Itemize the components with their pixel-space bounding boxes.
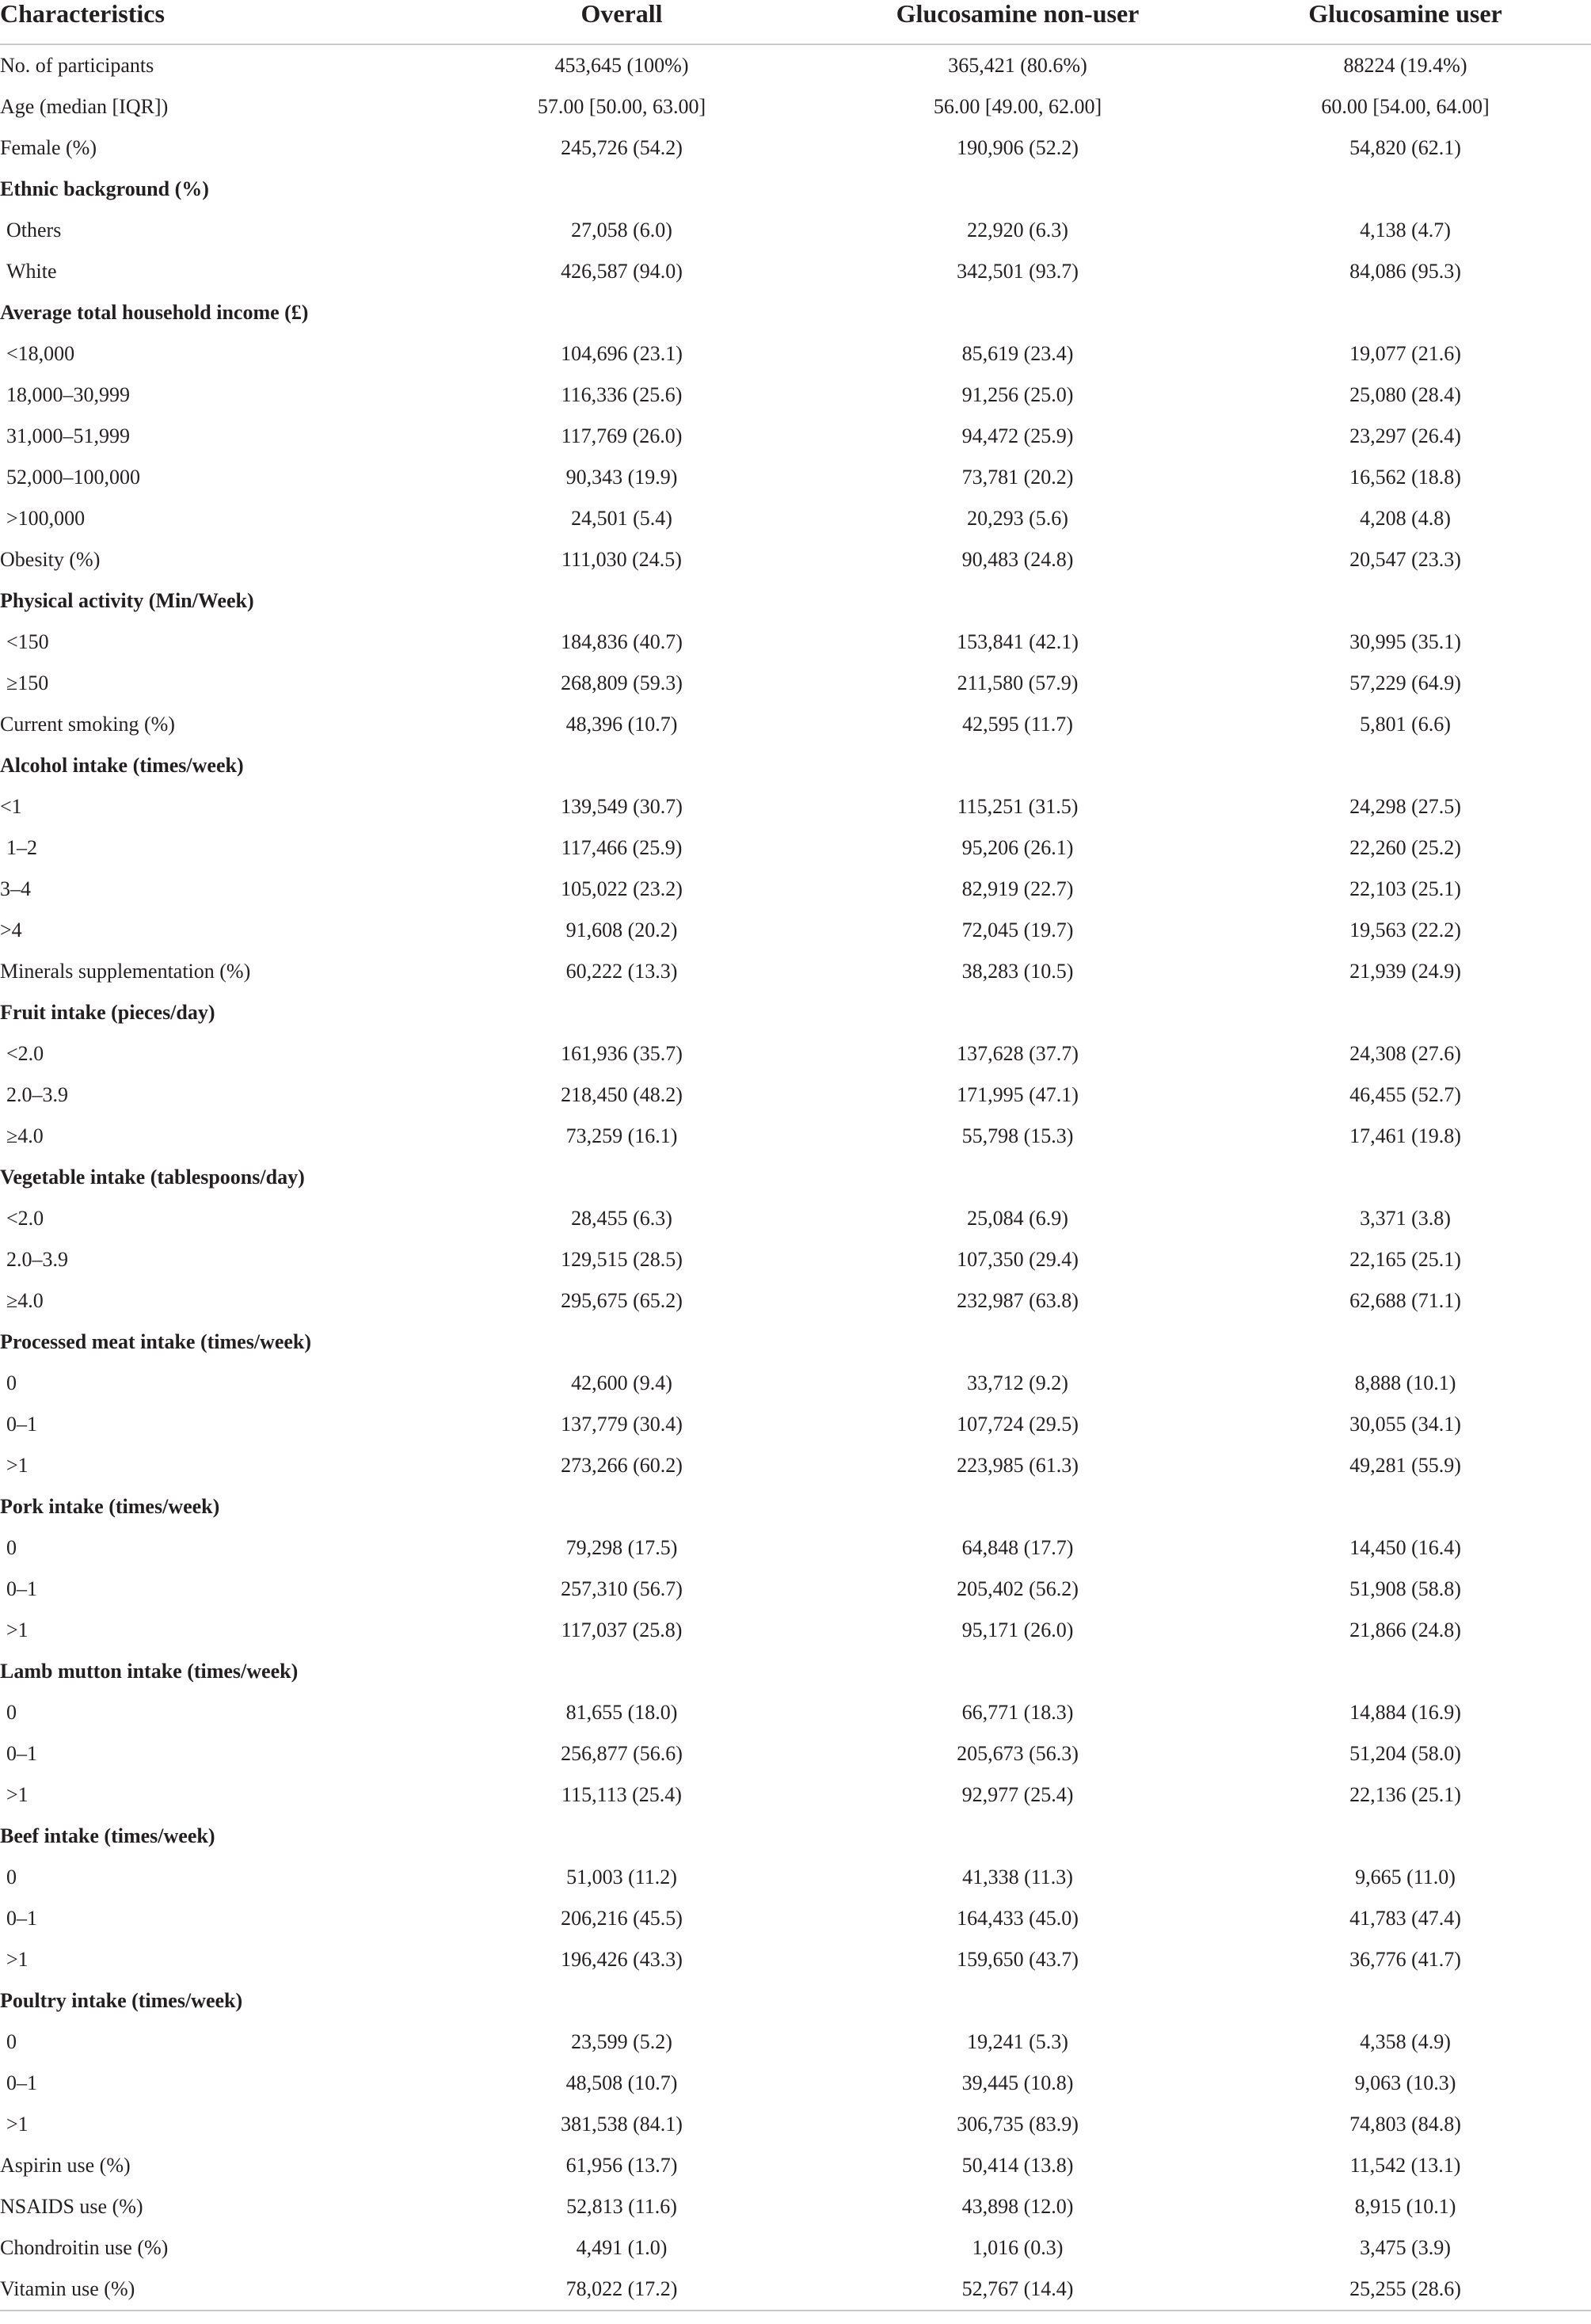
cell-user: 17,461 (19.8) <box>1349 1124 1461 1147</box>
cell-nonuser: 33,712 (9.2) <box>967 1371 1068 1394</box>
cell-overall: 78,022 (17.2) <box>428 2269 816 2311</box>
cell-overall: 161,936 (35.7) <box>561 1042 683 1065</box>
cell-user: 30,995 (35.1) <box>1349 630 1461 653</box>
row-label: ≥4.0 <box>6 1124 44 1147</box>
table-row <box>0 951 1591 992</box>
row-label: 0 <box>6 1536 17 1559</box>
table-row <box>0 1363 1591 1404</box>
cell-nonuser: 153,841 (42.1) <box>957 630 1079 653</box>
cell-nonuser: 107,724 (29.5) <box>957 1413 1079 1436</box>
cell-nonuser: 39,445 (10.8) <box>961 2071 1074 2094</box>
cell-user: 23,297 (26.4) <box>1349 424 1461 447</box>
cell-nonuser: 95,206 (26.1) <box>961 836 1074 859</box>
table-row <box>0 622 1591 663</box>
cell-nonuser: 137,628 (37.7) <box>957 1042 1079 1065</box>
cell-overall: 218,450 (48.2) <box>561 1083 683 1106</box>
cell-overall: 206,216 (45.5) <box>561 1907 683 1930</box>
table-row <box>0 1527 1591 1569</box>
table-row <box>0 127 1591 169</box>
cell-user: 49,281 (55.9) <box>1349 1454 1461 1477</box>
cell-nonuser: 95,171 (26.0) <box>961 1618 1074 1641</box>
cell-user: 4,138 (4.7) <box>1360 219 1451 242</box>
cell-nonuser: 159,650 (43.7) <box>957 1948 1079 1971</box>
row-label: ≥150 <box>6 671 49 694</box>
cell-nonuser <box>816 992 1220 1033</box>
table-row <box>0 210 1591 251</box>
cell-overall: 42,600 (9.4) <box>571 1371 672 1394</box>
row-label: Pork intake (times/week) <box>0 1495 220 1518</box>
table-row <box>0 1774 1591 1816</box>
cell-user: 74,803 (84.8) <box>1349 2113 1461 2136</box>
cell-user: 22,136 (25.1) <box>1349 1783 1461 1806</box>
row-label: White <box>6 260 57 283</box>
cell-overall: 273,266 (60.2) <box>561 1454 683 1477</box>
table-row <box>0 1033 1591 1075</box>
table-row <box>0 44 1591 86</box>
row-label: 1–2 <box>6 836 37 859</box>
cell-nonuser <box>816 1157 1220 1198</box>
row-label: Vegetable intake (tablespoons/day) <box>0 1166 305 1189</box>
cell-nonuser: 50,414 (13.8) <box>961 2154 1074 2177</box>
row-label: Alcohol intake (times/week) <box>0 754 244 777</box>
table-row <box>0 86 1591 127</box>
cell-nonuser: 205,402 (56.2) <box>957 1577 1079 1600</box>
cell-nonuser: 171,995 (47.1) <box>957 1083 1079 1106</box>
cell-user: 22,165 (25.1) <box>1349 1248 1461 1271</box>
header-characteristics: Characteristics <box>0 0 428 44</box>
row-label: 0 <box>6 1371 17 1394</box>
cell-nonuser: 205,673 (56.3) <box>957 1742 1079 1765</box>
cell-overall: 196,426 (43.3) <box>561 1948 683 1971</box>
cell-user: 25,080 (28.4) <box>1349 383 1461 406</box>
cell-nonuser: 306,735 (83.9) <box>957 2113 1079 2136</box>
table-row <box>0 1733 1591 1774</box>
cell-user <box>1220 1157 1591 1198</box>
cell-overall: 256,877 (56.6) <box>561 1742 683 1765</box>
table-row <box>0 457 1591 498</box>
cell-overall: 115,113 (25.4) <box>561 1783 682 1806</box>
cell-nonuser: 115,251 (31.5) <box>957 795 1079 818</box>
cell-overall: 245,726 (54.2) <box>561 136 683 159</box>
cell-overall <box>428 1980 816 2022</box>
cell-user: 25,255 (28.6) <box>1220 2269 1591 2311</box>
cell-user: 5,801 (6.6) <box>1360 713 1451 736</box>
cell-nonuser: 164,433 (45.0) <box>957 1907 1079 1930</box>
row-label: Obesity (%) <box>0 548 101 571</box>
cell-nonuser <box>816 1816 1220 1857</box>
table-row <box>0 1075 1591 1116</box>
cell-user: 16,562 (18.8) <box>1349 466 1461 489</box>
cell-user <box>1220 992 1591 1033</box>
row-label: No. of participants <box>0 54 154 77</box>
cell-nonuser <box>816 580 1220 622</box>
cell-nonuser: 42,595 (11.7) <box>962 713 1073 736</box>
cell-overall: 23,599 (5.2) <box>571 2030 672 2053</box>
row-label: Minerals supplementation (%) <box>0 960 251 983</box>
row-label: Processed meat intake (times/week) <box>0 1330 312 1353</box>
row-label: Female (%) <box>0 136 97 159</box>
cell-overall: 60,222 (13.3) <box>565 960 678 983</box>
header-overall: Overall <box>428 0 816 44</box>
cell-nonuser: 90,483 (24.8) <box>961 548 1074 571</box>
cell-user: 24,308 (27.6) <box>1349 1042 1461 1065</box>
row-label: Ethnic background (%) <box>0 177 209 200</box>
cell-user: 84,086 (95.3) <box>1349 260 1461 283</box>
cell-nonuser: 85,619 (23.4) <box>961 342 1074 365</box>
cell-overall: 117,037 (25.8) <box>561 1618 683 1641</box>
table-row <box>0 1116 1591 1157</box>
cell-overall: 257,310 (56.7) <box>561 1577 683 1600</box>
cell-user: 19,077 (21.6) <box>1349 342 1461 365</box>
row-label: >1 <box>6 1454 29 1477</box>
cell-user: 11,542 (13.1) <box>1349 2154 1461 2177</box>
cell-user: 3,475 (3.9) <box>1360 2236 1451 2259</box>
cell-user: 41,783 (47.4) <box>1349 1907 1461 1930</box>
cell-user: 14,450 (16.4) <box>1349 1536 1461 1559</box>
cell-nonuser: 232,987 (63.8) <box>957 1289 1079 1312</box>
cell-nonuser: 22,920 (6.3) <box>967 219 1068 242</box>
cell-overall: 48,508 (10.7) <box>565 2071 678 2094</box>
cell-user: 22,260 (25.2) <box>1349 836 1461 859</box>
row-label: >100,000 <box>6 507 86 530</box>
row-label: 52,000–100,000 <box>6 466 140 489</box>
row-label: <2.0 <box>6 1042 44 1065</box>
row-label: Lamb mutton intake (times/week) <box>0 1660 299 1683</box>
cell-user: 60.00 [54.00, 64.00] <box>1321 95 1490 118</box>
row-label: Poultry intake (times/week) <box>0 1989 243 2012</box>
cell-user: 88224 (19.4%) <box>1343 54 1467 77</box>
cell-nonuser: 365,421 (80.6%) <box>948 54 1087 77</box>
row-label: NSAIDS use (%) <box>0 2195 143 2218</box>
table-header <box>0 0 1591 44</box>
cell-nonuser: 94,472 (25.9) <box>961 424 1074 447</box>
row-label: 31,000–51,999 <box>6 424 130 447</box>
table-row <box>0 663 1591 704</box>
cell-nonuser: 72,045 (19.7) <box>961 919 1074 941</box>
cell-overall: 81,655 (18.0) <box>565 1701 678 1724</box>
cell-user: 21,939 (24.9) <box>1349 960 1461 983</box>
cell-nonuser: 190,906 (52.2) <box>957 136 1079 159</box>
table-row <box>0 2269 1591 2311</box>
cell-user: 51,908 (58.8) <box>1349 1577 1461 1600</box>
cell-nonuser: 91,256 (25.0) <box>961 383 1074 406</box>
table-row <box>0 2145 1591 2186</box>
cell-user: 3,371 (3.8) <box>1360 1207 1451 1230</box>
cell-user <box>1220 580 1591 622</box>
cell-user: 8,888 (10.1) <box>1354 1371 1456 1394</box>
table-row <box>0 1692 1591 1733</box>
cell-nonuser <box>816 1322 1220 1363</box>
cell-overall: 184,836 (40.7) <box>561 630 683 653</box>
cell-nonuser: 41,338 (11.3) <box>962 1866 1073 1888</box>
section-row <box>0 1816 1591 1857</box>
section-row <box>0 1486 1591 1527</box>
cell-user: 51,204 (58.0) <box>1349 1742 1461 1765</box>
table-row <box>0 786 1591 827</box>
row-label: 0–1 <box>6 1907 37 1930</box>
row-label: Age (median [IQR]) <box>0 95 169 118</box>
cell-nonuser <box>816 1980 1220 2022</box>
table-row <box>0 1280 1591 1322</box>
cell-overall <box>428 580 816 622</box>
cell-user <box>1220 1816 1591 1857</box>
cell-overall <box>428 292 816 333</box>
cell-nonuser: 19,241 (5.3) <box>967 2030 1068 2053</box>
table-row <box>0 2022 1591 2063</box>
row-label: Aspirin use (%) <box>0 2154 131 2177</box>
cell-nonuser: 1,016 (0.3) <box>972 2236 1064 2259</box>
table-row <box>0 1569 1591 1610</box>
cell-overall <box>428 745 816 786</box>
table-row <box>0 2227 1591 2269</box>
table-row <box>0 375 1591 416</box>
cell-overall: 90,343 (19.9) <box>565 466 678 489</box>
cell-overall <box>428 1157 816 1198</box>
table-row <box>0 1857 1591 1898</box>
cell-user <box>1220 292 1591 333</box>
row-label: Vitamin use (%) <box>0 2269 428 2311</box>
row-label: <1 <box>0 795 22 818</box>
section-row <box>0 292 1591 333</box>
row-label: 0–1 <box>6 1577 37 1600</box>
table-row <box>0 1898 1591 1939</box>
cell-overall: 105,022 (23.2) <box>561 877 683 900</box>
cell-user <box>1220 169 1591 210</box>
cell-nonuser: 211,580 (57.9) <box>957 671 1079 694</box>
cell-user <box>1220 1486 1591 1527</box>
cell-overall: 117,466 (25.9) <box>561 836 683 859</box>
row-label: Current smoking (%) <box>0 713 175 736</box>
cell-nonuser: 38,283 (10.5) <box>961 960 1074 983</box>
row-label: >1 <box>6 2113 29 2136</box>
cell-user <box>1220 1322 1591 1363</box>
cell-user <box>1220 745 1591 786</box>
cell-overall: 139,549 (30.7) <box>561 795 683 818</box>
cell-overall: 104,696 (23.1) <box>561 342 683 365</box>
table-row <box>0 2186 1591 2227</box>
cell-nonuser: 20,293 (5.6) <box>967 507 1068 530</box>
section-row <box>0 580 1591 622</box>
cell-overall: 116,336 (25.6) <box>561 383 683 406</box>
row-label: 0–1 <box>6 1742 37 1765</box>
cell-overall <box>428 1816 816 1857</box>
table-row <box>0 1445 1591 1486</box>
cell-nonuser: 66,771 (18.3) <box>961 1701 1074 1724</box>
row-label: 0 <box>6 2030 17 2053</box>
cell-overall: 426,587 (94.0) <box>561 260 683 283</box>
cell-overall: 137,779 (30.4) <box>561 1413 683 1436</box>
cell-overall: 73,259 (16.1) <box>565 1124 678 1147</box>
cell-nonuser <box>816 745 1220 786</box>
row-label: 0 <box>6 1701 17 1724</box>
cell-overall: 129,515 (28.5) <box>561 1248 683 1271</box>
table-row <box>0 1239 1591 1280</box>
cell-user: 9,665 (11.0) <box>1355 1866 1456 1888</box>
cell-overall: 268,809 (59.3) <box>561 671 683 694</box>
cell-user: 36,776 (41.7) <box>1349 1948 1461 1971</box>
table-row <box>0 1939 1591 1980</box>
cell-nonuser: 107,350 (29.4) <box>957 1248 1079 1271</box>
section-row <box>0 745 1591 786</box>
cell-user: 14,884 (16.9) <box>1349 1701 1461 1724</box>
row-label: >1 <box>6 1618 29 1641</box>
cell-overall <box>428 1486 816 1527</box>
row-label: Average total household income (£) <box>0 301 309 324</box>
cell-nonuser: 43,898 (12.0) <box>961 2195 1074 2218</box>
cell-nonuser: 92,977 (25.4) <box>961 1783 1074 1806</box>
cell-overall: 4,491 (1.0) <box>576 2236 668 2259</box>
cell-nonuser <box>816 292 1220 333</box>
cell-overall: 79,298 (17.5) <box>565 1536 678 1559</box>
cell-overall: 61,956 (13.7) <box>565 2154 678 2177</box>
row-label: 3–4 <box>0 877 31 900</box>
cell-user: 9,063 (10.3) <box>1354 2071 1456 2094</box>
cell-user: 8,915 (10.1) <box>1354 2195 1456 2218</box>
table-row <box>0 539 1591 580</box>
cell-overall: 48,396 (10.7) <box>565 713 678 736</box>
row-label: Others <box>6 219 62 242</box>
cell-overall <box>428 1322 816 1363</box>
row-label: <2.0 <box>6 1207 44 1230</box>
row-label: 0 <box>6 1866 17 1888</box>
cell-user: 22,103 (25.1) <box>1349 877 1461 900</box>
table-row <box>0 416 1591 457</box>
row-label: 0–1 <box>6 2071 37 2094</box>
section-row <box>0 1980 1591 2022</box>
row-label: >4 <box>0 919 22 941</box>
table-row <box>0 333 1591 375</box>
row-label: Physical activity (Min/Week) <box>0 589 254 612</box>
cell-user: 24,298 (27.5) <box>1349 795 1461 818</box>
cell-overall: 28,455 (6.3) <box>571 1207 672 1230</box>
cell-overall <box>428 1651 816 1692</box>
table-row <box>0 910 1591 951</box>
table-row <box>0 251 1591 292</box>
cell-overall: 57.00 [50.00, 63.00] <box>537 95 706 118</box>
table-row <box>0 498 1591 539</box>
cell-overall: 111,030 (24.5) <box>561 548 682 571</box>
header-nonuser: Glucosamine non-user <box>816 0 1220 44</box>
cell-nonuser: 25,084 (6.9) <box>967 1207 1068 1230</box>
cell-overall: 381,538 (84.1) <box>561 2113 683 2136</box>
table-row <box>0 2104 1591 2145</box>
row-label: Chondroitin use (%) <box>0 2236 169 2259</box>
cell-user: 62,688 (71.1) <box>1349 1289 1461 1312</box>
section-row <box>0 1322 1591 1363</box>
table-row <box>0 869 1591 910</box>
section-row <box>0 1157 1591 1198</box>
row-label: 2.0–3.9 <box>6 1083 68 1106</box>
cell-user <box>1220 1651 1591 1692</box>
cell-overall: 117,769 (26.0) <box>561 424 683 447</box>
table-row <box>0 1404 1591 1445</box>
cell-nonuser: 52,767 (14.4) <box>816 2269 1220 2311</box>
row-label: 2.0–3.9 <box>6 1248 68 1271</box>
cell-user <box>1220 1980 1591 2022</box>
table-row <box>0 2063 1591 2104</box>
row-label: 18,000–30,999 <box>6 383 130 406</box>
cell-overall: 27,058 (6.0) <box>571 219 672 242</box>
row-label: Beef intake (times/week) <box>0 1824 215 1847</box>
cell-nonuser: 56.00 [49.00, 62.00] <box>933 95 1102 118</box>
cell-nonuser: 73,781 (20.2) <box>961 466 1074 489</box>
cell-user: 4,358 (4.9) <box>1360 2030 1451 2053</box>
cell-overall: 295,675 (65.2) <box>561 1289 683 1312</box>
cell-overall: 51,003 (11.2) <box>566 1866 677 1888</box>
cell-user: 46,455 (52.7) <box>1349 1083 1461 1106</box>
cell-nonuser <box>816 1486 1220 1527</box>
cell-nonuser <box>816 1651 1220 1692</box>
row-label: >1 <box>6 1948 29 1971</box>
header-row <box>0 0 1591 44</box>
cell-nonuser: 82,919 (22.7) <box>961 877 1074 900</box>
cell-nonuser: 55,798 (15.3) <box>961 1124 1074 1147</box>
section-row <box>0 992 1591 1033</box>
cell-user: 57,229 (64.9) <box>1349 671 1461 694</box>
table-body <box>0 44 1591 2311</box>
row-label: Fruit intake (pieces/day) <box>0 1001 215 1024</box>
section-row <box>0 1651 1591 1692</box>
row-label: 0–1 <box>6 1413 37 1436</box>
row-label: >1 <box>6 1783 29 1806</box>
cell-overall <box>428 169 816 210</box>
cell-nonuser: 342,501 (93.7) <box>957 260 1079 283</box>
header-user: Glucosamine user <box>1220 0 1591 44</box>
cell-user: 19,563 (22.2) <box>1349 919 1461 941</box>
cell-overall: 52,813 (11.6) <box>566 2195 677 2218</box>
cell-nonuser: 223,985 (61.3) <box>957 1454 1079 1477</box>
cell-nonuser <box>816 169 1220 210</box>
cell-overall: 453,645 (100%) <box>554 54 689 77</box>
row-label: <18,000 <box>6 342 75 365</box>
row-label: ≥4.0 <box>6 1289 44 1312</box>
table-row <box>0 827 1591 869</box>
cell-user: 21,866 (24.8) <box>1349 1618 1461 1641</box>
cell-user: 30,055 (34.1) <box>1349 1413 1461 1436</box>
cell-user: 4,208 (4.8) <box>1360 507 1451 530</box>
cell-nonuser: 64,848 (17.7) <box>961 1536 1074 1559</box>
table-row <box>0 1610 1591 1651</box>
section-row <box>0 169 1591 210</box>
table-row <box>0 704 1591 745</box>
cell-overall: 91,608 (20.2) <box>565 919 678 941</box>
cell-user: 54,820 (62.1) <box>1349 136 1461 159</box>
cell-overall: 24,501 (5.4) <box>571 507 672 530</box>
cell-user: 20,547 (23.3) <box>1349 548 1461 571</box>
row-label: <150 <box>6 630 49 653</box>
cell-overall <box>428 992 816 1033</box>
table-row <box>0 1198 1591 1239</box>
